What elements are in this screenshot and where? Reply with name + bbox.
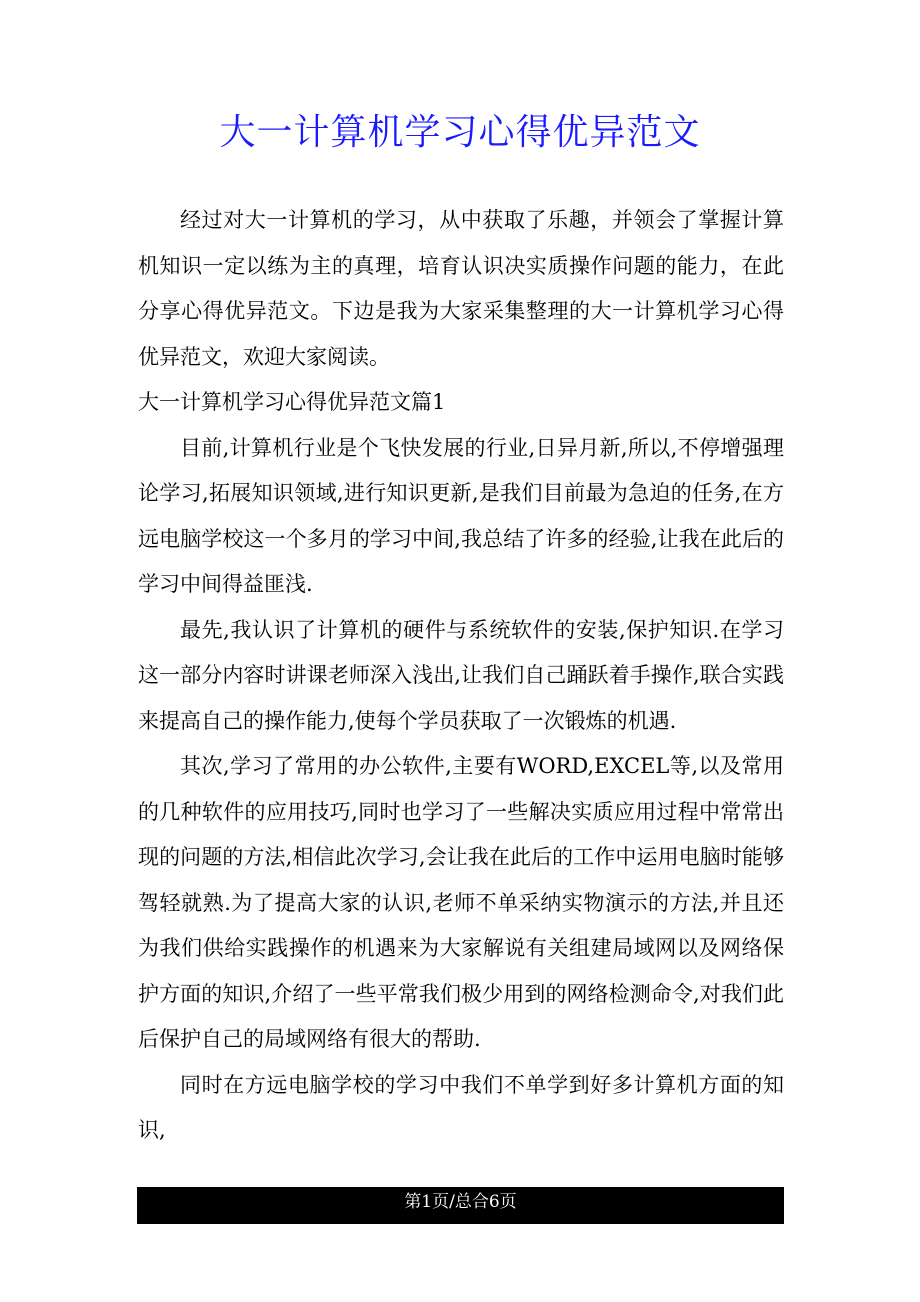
section-heading: 大一计算机学习心得优异范文篇1 (138, 390, 446, 414)
body-paragraph: 最先,我认识了计算机的硬件与系统软件的安装,保护知识.在学习这一部分内容时讲课老师深入浅出,让我们自己踊跃着手操作,联合实践来提高自己的操作能力,使每个学员获取了一次锻炼的机遇. (138, 617, 784, 733)
body-paragraph: 同时在方远电脑学校的学习中我们不单学到好多计算机方面的知识, (138, 1072, 784, 1142)
page-footer-bar (137, 1187, 784, 1224)
page-title: 大一计算机学习心得优异范文 (219, 112, 701, 153)
body-paragraph: 目前,计算机行业是个飞快发展的行业,日异月新,所以,不停增强理论学习,拓展知识领域,进行知识更新,是我们目前最为急迫的任务,在方远电脑学校这一个多月的学习中间,我总结了许多的经验,让我在此后的学习中间得益匪浅. (138, 435, 784, 596)
document-body (138, 198, 784, 1154)
body-paragraph: 其次,学习了常用的办公软件,主要有WORD,EXCEL等,以及常用的几种软件的应用技巧,同时也学习了一些解决实质应用过程中常常出现的问题的方法,相信此次学习,会让我在此后的工作中运用电脑时能够驾轻就熟.为了提高大家的认识,老师不单采纳实物演示的方法,并且还为我们供给实践操作的机遇来为大家解说有关组建局域网以及网络保护方面的知识,介绍了一些平常我们极少用到的网络检测命令,对我们此后保护自己的局域网络有很大的帮助. (138, 754, 784, 1051)
page-number: 第1页/总合6页 (404, 1192, 517, 1212)
intro-paragraph: 经过对大一计算机的学习，从中获取了乐趣，并领会了掌握计算机知识一定以练为主的真理，培育认识决实质操作问题的能力，在此分享心得优异范文。下边是我为大家采集整理的大一计算机学习心得优异范文，欢迎大家阅读。 (138, 208, 784, 369)
